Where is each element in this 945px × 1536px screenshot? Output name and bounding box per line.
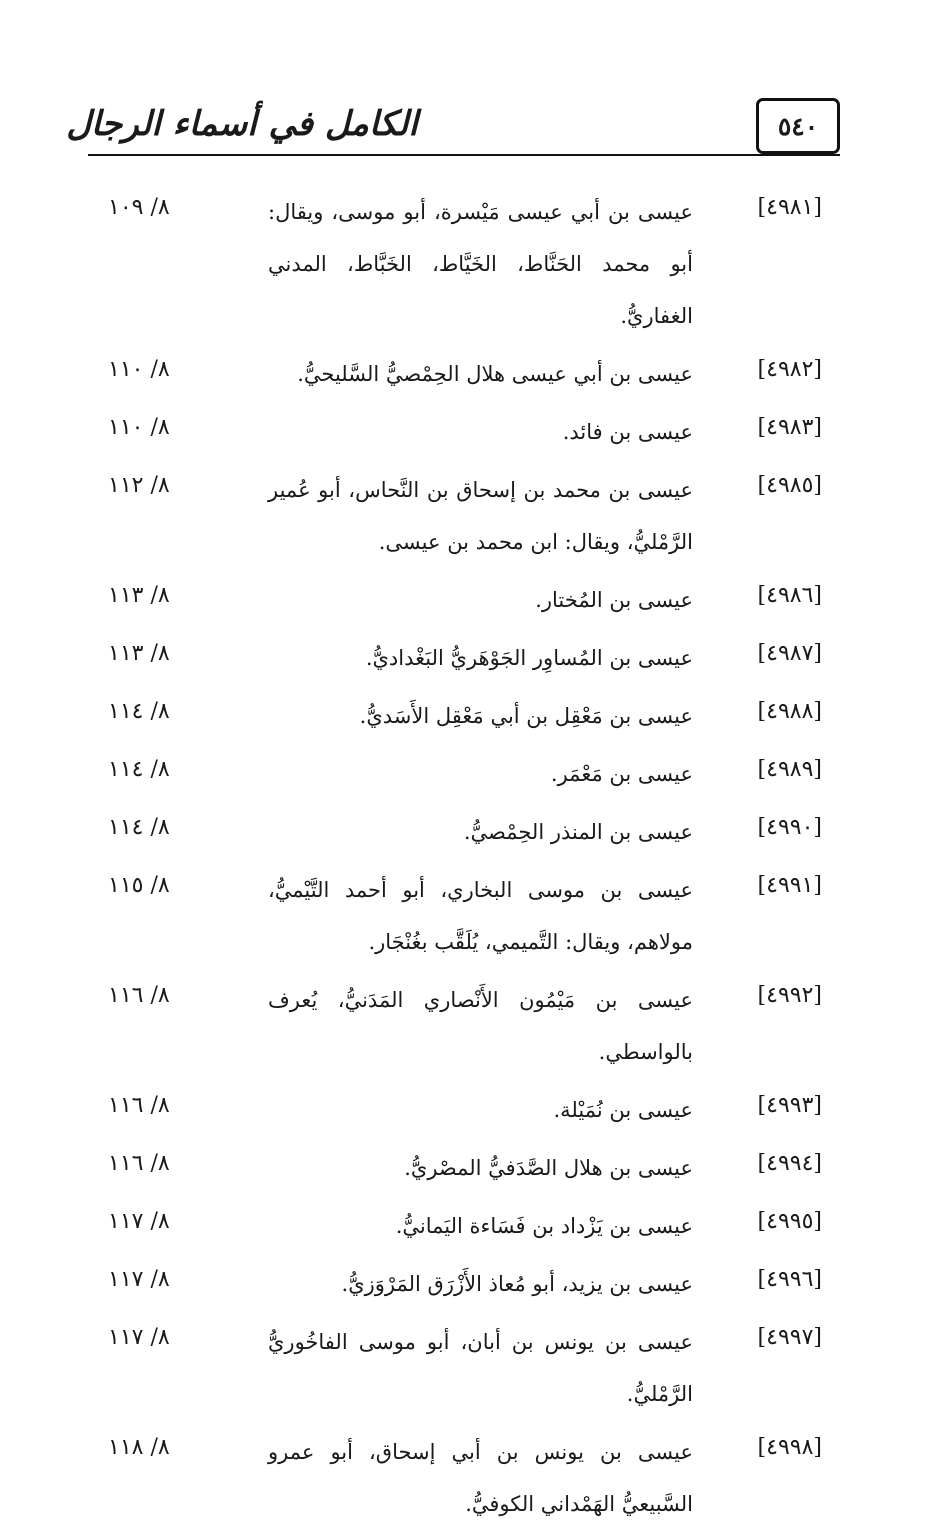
entry-number: [٤٩٨٥] <box>757 473 822 498</box>
entry-text: عيسى بن أبي عيسى مَيْسرة، أبو موسى، ويقال: أبو محمد الحَنَّاط، الخَيَّاط، الخَبَّاط، المدني الغفاريُّ. <box>268 200 693 328</box>
entry-4983 <box>0 406 945 458</box>
entry-number: [٤٩٩١] <box>757 873 822 898</box>
entry-number: [٤٩٩٤] <box>757 1151 822 1176</box>
page-number-box <box>756 98 840 154</box>
volume-page-ref: ٨/ ١١٠ <box>108 415 170 440</box>
page-header <box>66 92 840 156</box>
volume-page-ref: ٨/ ١١٥ <box>108 873 170 898</box>
entry-4993 <box>0 1084 945 1136</box>
entry-text: عيسى بن يَزْداد بن فَسَاءة اليَمانيُّ. <box>395 1214 693 1238</box>
entry-number: [٤٩٩٥] <box>757 1209 822 1234</box>
entry-4986 <box>0 574 945 626</box>
volume-page-ref: ٨/ ١١٨ <box>108 1435 170 1460</box>
entry-4988 <box>0 690 945 742</box>
volume-page-ref: ٨/ ١١٧ <box>108 1209 170 1234</box>
entry-4991 <box>0 864 945 968</box>
entry-4985 <box>0 464 945 568</box>
entry-text: عيسى بن فائد. <box>562 420 693 444</box>
entry-number: [٤٩٨٦] <box>757 583 822 608</box>
entry-4995 <box>0 1200 945 1252</box>
entry-4987 <box>0 632 945 684</box>
entry-4997 <box>0 1316 945 1420</box>
entry-4990 <box>0 806 945 858</box>
entry-list <box>0 186 945 1536</box>
volume-page-ref: ٨/ ١١٣ <box>108 641 170 666</box>
entry-number: [٤٩٩٧] <box>757 1325 822 1350</box>
entry-text: عيسى بن هلال الصَّدَفيُّ المصْريُّ. <box>404 1156 693 1180</box>
entry-number: [٤٩٨٣] <box>757 415 822 440</box>
volume-page-ref: ٨/ ١١٦ <box>108 1093 170 1118</box>
entry-number: [٤٩٨٨] <box>757 699 822 724</box>
entry-4982 <box>0 348 945 400</box>
entry-text: عيسى بن نُمَيْلة. <box>553 1098 693 1122</box>
entry-number: [٤٩٩٦] <box>757 1267 822 1292</box>
entry-text: عيسى بن مَيْمُون الأَنْصاري المَدَنيُّ، يُعرف بالواسطي. <box>268 988 693 1064</box>
entry-text: عيسى بن موسى البخاري، أبو أحمد التَّيْميُّ، مولاهم، ويقال: التَّميمي، يُلَقَّب بغُنْجَار. <box>268 878 693 954</box>
entry-number: [٤٩٨١] <box>757 195 822 220</box>
entry-text: عيسى بن يزيد، أبو مُعاذ الأَزْرَق المَرْوَزيُّ. <box>341 1272 693 1296</box>
entry-4981 <box>0 186 945 342</box>
volume-page-ref: ٨/ ١١٧ <box>108 1325 170 1350</box>
volume-page-ref: ٨/ ١١٤ <box>108 815 170 840</box>
volume-page-ref: ٨/ ١١٣ <box>108 583 170 608</box>
entry-text: عيسى بن المُساوِر الجَوْهَريُّ البَغْداديُّ. <box>365 646 693 670</box>
entry-text: عيسى بن أبي عيسى هلال الحِمْصيُّ السَّليحيُّ. <box>297 362 693 386</box>
entry-4992 <box>0 974 945 1078</box>
entry-text: عيسى بن محمد بن إسحاق بن النَّحاس، أبو عُمير الرَّمْليُّ، ويقال: ابن محمد بن عيسى. <box>268 478 693 554</box>
entry-number: [٤٩٩٨] <box>757 1435 822 1460</box>
page-number: ٥٤٠ <box>777 111 819 141</box>
entry-number: [٤٩٩٢] <box>757 983 822 1008</box>
volume-page-ref: ٨/ ١١٢ <box>108 473 170 498</box>
entry-4989 <box>0 748 945 800</box>
volume-page-ref: ٨/ ١١٦ <box>108 1151 170 1176</box>
entry-number: [٤٩٨٢] <box>757 357 822 382</box>
volume-page-ref: ٨/ ١١٦ <box>108 983 170 1008</box>
entry-text: عيسى بن يونس بن أبان، أبو موسى الفاخُوريُّ الرَّمْليُّ. <box>268 1330 693 1406</box>
entry-number: [٤٩٨٩] <box>757 757 822 782</box>
entry-number: [٤٩٨٧] <box>757 641 822 666</box>
entry-text: عيسى بن يونس بن أبي إسحاق، أبو عمرو السَّبيعيُّ الهَمْداني الكوفيُّ. <box>268 1440 693 1516</box>
volume-page-ref: ٨/ ١٠٩ <box>108 195 170 220</box>
entry-number: [٤٩٩٣] <box>757 1093 822 1118</box>
entry-text: عيسى بن المُختار. <box>535 588 693 612</box>
entry-4998 <box>0 1426 945 1530</box>
entry-text: عيسى بن مَعْمَر. <box>550 762 693 786</box>
volume-page-ref: ٨/ ١١٠ <box>108 357 170 382</box>
volume-page-ref: ٨/ ١١٤ <box>108 699 170 724</box>
entry-text: عيسى بن مَعْقِل بن أبي مَعْقِل الأَسَديُّ. <box>359 704 693 728</box>
entry-4994 <box>0 1142 945 1194</box>
entry-text: عيسى بن المنذر الحِمْصيُّ. <box>463 820 693 844</box>
header-rule <box>88 154 840 156</box>
entry-number: [٤٩٩٠] <box>757 815 822 840</box>
volume-page-ref: ٨/ ١١٧ <box>108 1267 170 1292</box>
volume-page-ref: ٨/ ١١٤ <box>108 757 170 782</box>
entry-4996 <box>0 1258 945 1310</box>
book-title: الكامل في أسماء الرجال <box>66 104 418 144</box>
